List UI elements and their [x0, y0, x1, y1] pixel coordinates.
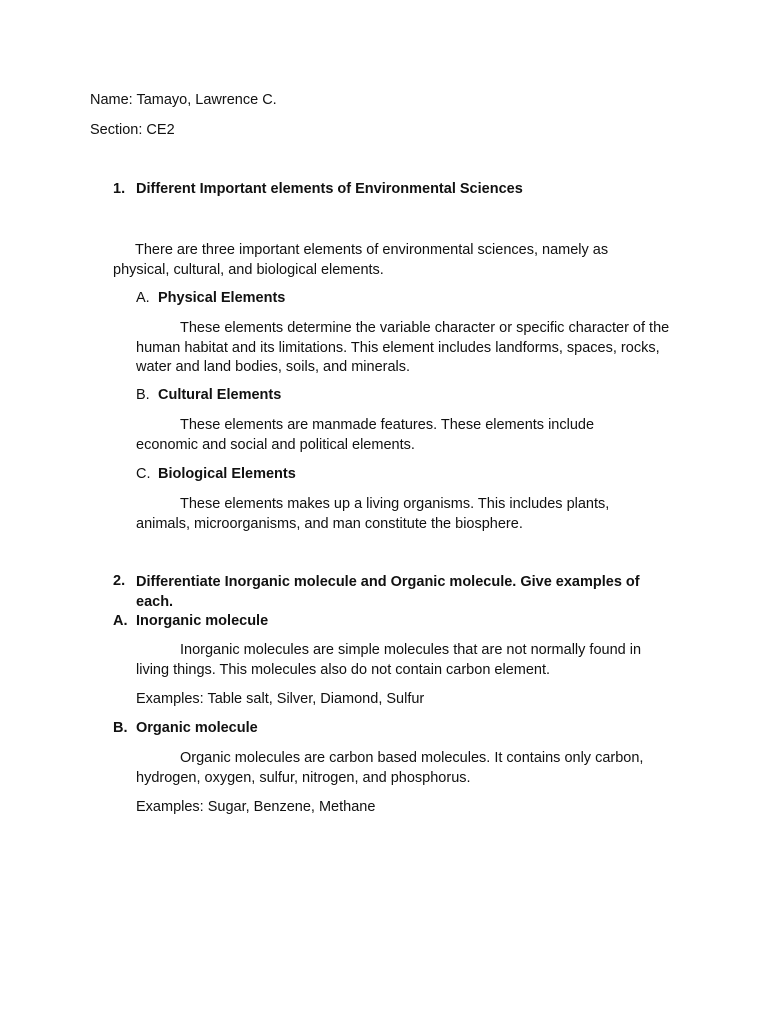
q1-item-b-letter: B. — [136, 387, 150, 403]
q2-item-a-heading: Inorganic molecule — [136, 613, 269, 629]
q2-title: Differentiate Inorganic molecule and Organic molecule. Give examples of each. — [136, 574, 640, 610]
student-name: Name: Tamayo, Lawrence C. — [90, 92, 277, 108]
q1-item-a-letter: A. — [136, 290, 150, 306]
q2-item-b-examples: Examples: Sugar, Benzene, Methane — [136, 799, 376, 815]
q1-title: Different Important elements of Environmental Sciences — [136, 181, 523, 197]
q1-item-b-heading: Cultural Elements — [158, 387, 282, 403]
q1-number: 1. — [113, 181, 126, 197]
q2-item-a-body: Inorganic molecules are simple molecules that are not normally found in living things. This molecules also do not contain carbon element. — [136, 642, 642, 678]
q1-item-c-body: These elements makes up a living organisms. This includes plants, animals, microorganisms, and man constitute the biosphere. — [136, 496, 610, 532]
q1-item-c-heading: Biological Elements — [158, 466, 296, 482]
q1-item-a-heading: Physical Elements — [158, 290, 286, 306]
q2-item-b-letter: B. — [113, 720, 128, 736]
q1-item-c-letter: C. — [136, 466, 151, 482]
q2-number: 2. — [113, 573, 126, 589]
q1-item-b-body: These elements are manmade features. These elements include economic and social and political elements. — [136, 417, 595, 453]
q2-item-a-letter: A. — [113, 613, 128, 629]
q1-item-a-body: These elements determine the variable character or specific character of the human habitat and its limitations. This element includes landforms, spaces, rocks, water and land bodies, soils, and minerals. — [136, 320, 670, 375]
q2-item-a-examples: Examples: Table salt, Silver, Diamond, Sulfur — [136, 691, 425, 707]
student-section: Section: CE2 — [90, 122, 175, 138]
q1-intro: There are three important elements of environmental sciences, namely as physical, cultural, and biological elements. — [113, 242, 609, 278]
q2-item-b-body: Organic molecules are carbon based molecules. It contains only carbon, hydrogen, oxygen, sulfur, nitrogen, and phosphorus. — [136, 750, 644, 786]
q2-item-b-heading: Organic molecule — [136, 720, 258, 736]
